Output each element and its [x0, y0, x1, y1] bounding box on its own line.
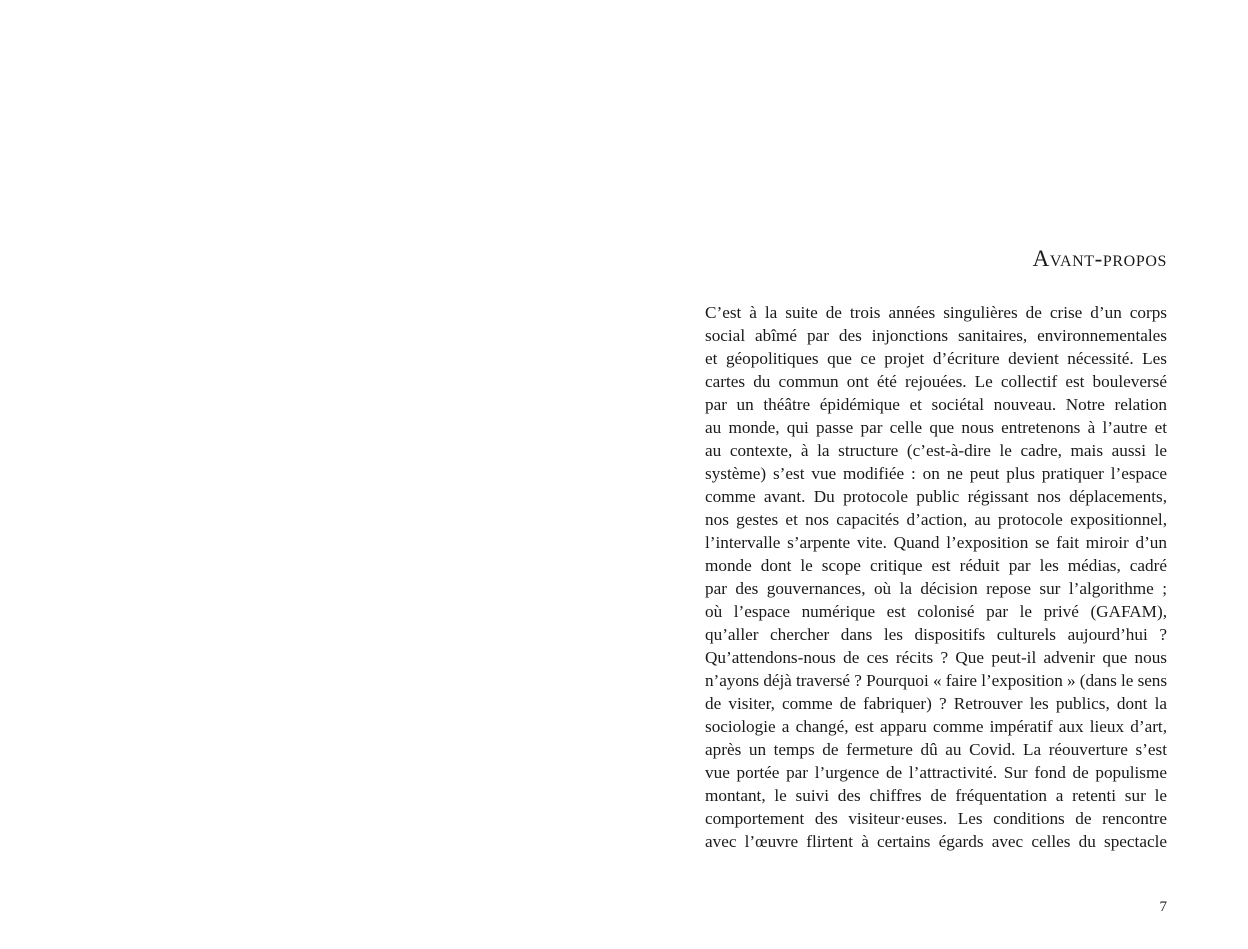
chapter-heading: Avant-propos — [1032, 246, 1167, 271]
paragraph-line: système) s’est vue modifiée : on ne peut plus pratiquer l’espace — [705, 464, 1167, 483]
paragraph-line: par des gouvernances, où la décision repose sur l’algorithme ; — [705, 579, 1167, 598]
body-paragraph — [705, 301, 1167, 853]
paragraph-line: comme avant. Du protocole public régissant nos déplacements, — [705, 487, 1167, 506]
paragraph-line: par un théâtre épidémique et sociétal nouveau. Notre relation — [705, 395, 1167, 414]
paragraph-line: au monde, qui passe par celle que nous entretenons à l’autre et — [705, 418, 1167, 437]
paragraph-line: C’est à la suite de trois années singulières de crise d’un corps — [705, 303, 1167, 322]
page-number: 7 — [1159, 899, 1167, 915]
paragraph-line: vue portée par l’urgence de l’attractivité. Sur fond de populisme — [705, 763, 1167, 782]
paragraph-line: avec l’œuvre flirtent à certains égards avec celles du spectacle — [705, 832, 1167, 851]
paragraph-line: comportement des visiteur·euses. Les conditions de rencontre — [705, 809, 1167, 828]
paragraph-line: cartes du commun ont été rejouées. Le collectif est bouleversé — [705, 372, 1167, 391]
paragraph-line: après un temps de fermeture dû au Covid. La réouverture s’est — [705, 740, 1167, 759]
paragraph-line: sociologie a changé, est apparu comme impératif aux lieux d’art, — [705, 717, 1167, 736]
paragraph-line: monde dont le scope critique est réduit par les médias, cadré — [705, 556, 1167, 575]
paragraph-line: l’intervalle s’arpente vite. Quand l’exposition se fait miroir d’un — [705, 533, 1167, 552]
paragraph-line: social abîmé par des injonctions sanitaires, environnementales — [705, 326, 1167, 345]
paragraph-line: de visiter, comme de fabriquer) ? Retrouver les publics, dont la — [705, 694, 1167, 713]
paragraph-line: qu’aller chercher dans les dispositifs culturels aujourd’hui ? — [705, 625, 1167, 644]
paragraph-line: et géopolitiques que ce projet d’écriture devient nécessité. Les — [705, 349, 1167, 368]
paragraph-line: n’ayons déjà traversé ? Pourquoi « faire l’exposition » (dans le sens — [705, 671, 1167, 690]
paragraph-line: montant, le suivi des chiffres de fréquentation a retenti sur le — [705, 786, 1167, 805]
paragraph-line: nos gestes et nos capacités d’action, au protocole expositionnel, — [705, 510, 1167, 529]
paragraph-line: où l’espace numérique est colonisé par le privé (GAFAM), — [705, 602, 1167, 621]
paragraph-line: Qu’attendons-nous de ces récits ? Que peut-il advenir que nous — [705, 648, 1167, 667]
paragraph-line: au contexte, à la structure (c’est-à-dire le cadre, mais aussi le — [705, 441, 1167, 460]
